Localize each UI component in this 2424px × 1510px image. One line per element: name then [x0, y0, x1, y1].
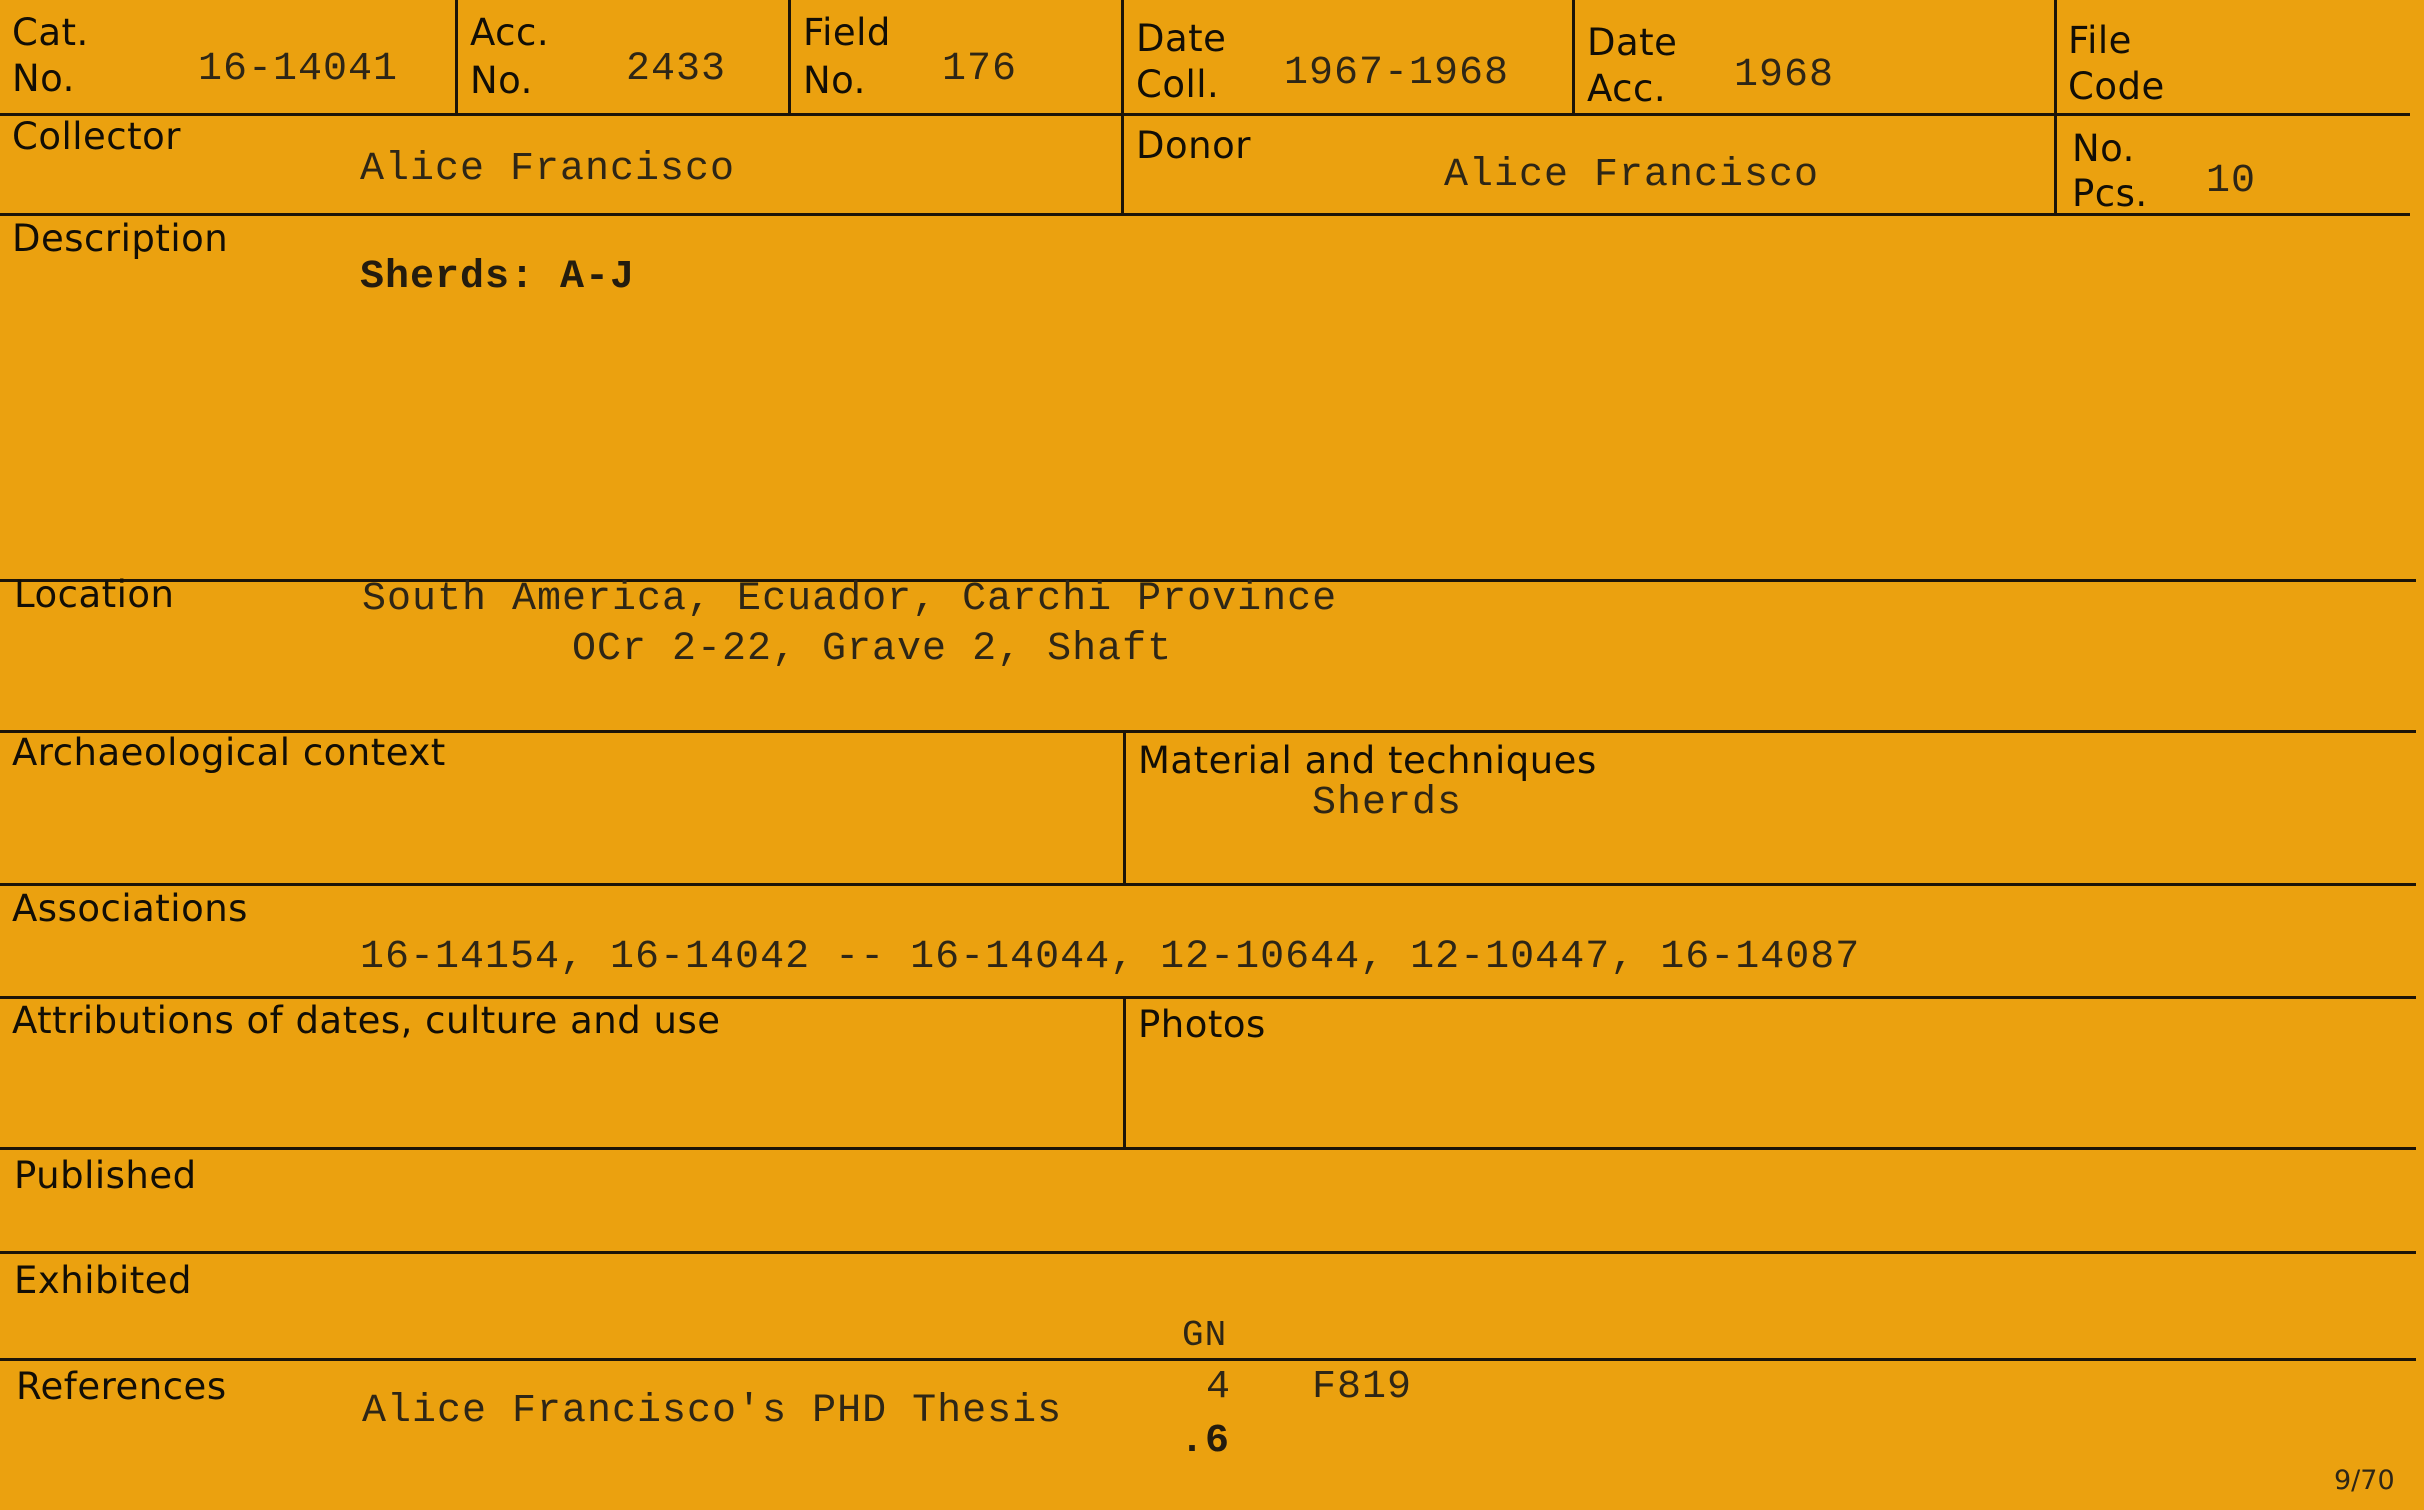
references-code: F819	[1312, 1365, 1413, 1410]
field-no-label-top: Field	[803, 11, 891, 54]
location-label: Location	[14, 573, 175, 616]
acc-no-value: 2433	[626, 47, 727, 92]
rule-field-datecoll	[1121, 0, 1124, 213]
cat-no-value: 16-14041	[198, 47, 399, 92]
gn-note: GN	[1182, 1315, 1228, 1356]
associations-value: 16-14154, 16-14042 -- 16-14044, 12-10644, 12-10447, 16-14087	[360, 935, 1861, 980]
rule-cat-acc	[455, 0, 458, 113]
collector-value: Alice Francisco	[360, 147, 736, 192]
exhibited-label: Exhibited	[14, 1259, 193, 1302]
references-label: References	[16, 1365, 227, 1408]
location-line-1: South America, Ecuador, Carchi Province	[362, 577, 1338, 622]
description-label: Description	[12, 217, 229, 260]
field-no-label-bottom: No.	[803, 59, 866, 102]
rule-published-bottom	[0, 1251, 2416, 1254]
rule-collector-bottom	[0, 213, 2410, 216]
rule-acc-field	[788, 0, 791, 113]
no-pcs-label-bottom: Pcs.	[2072, 172, 2148, 215]
photos-label: Photos	[1138, 1003, 1266, 1046]
date-coll-label-bottom: Coll.	[1136, 63, 1220, 106]
archaeological-context-label: Archaeological context	[12, 731, 446, 774]
rule-datecoll-dateacc	[1572, 0, 1575, 113]
acc-no-label-bottom: No.	[470, 59, 533, 102]
attributions-label: Attributions of dates, culture and use	[12, 999, 721, 1042]
file-code-label-top: File	[2068, 19, 2132, 62]
references-value: Alice Francisco's PHD Thesis	[362, 1389, 1063, 1434]
cat-no-label-top: Cat.	[12, 11, 89, 54]
no-pcs-label-top: No.	[2072, 127, 2135, 170]
references-shelf-1: 4	[1206, 1365, 1232, 1410]
date-acc-label-bottom: Acc.	[1587, 67, 1667, 110]
no-pcs-value: 10	[2206, 159, 2257, 204]
acc-no-label-top: Acc.	[470, 11, 550, 54]
rule-dateacc-filecode	[2054, 0, 2057, 213]
rule-attributions-photos	[1123, 996, 1126, 1147]
cat-no-label-bottom: No.	[12, 57, 75, 100]
associations-label: Associations	[12, 887, 248, 930]
form-version: 9/70	[2334, 1465, 2395, 1496]
donor-label: Donor	[1136, 124, 1251, 167]
material-value: Sherds	[1312, 781, 1463, 826]
rule-attributions-bottom	[0, 1147, 2416, 1150]
date-acc-label-top: Date	[1587, 21, 1678, 64]
material-label: Material and techniques	[1138, 739, 1597, 782]
file-code-label-bottom: Code	[2068, 65, 2165, 108]
donor-value: Alice Francisco	[1444, 153, 1820, 198]
rule-context-bottom	[0, 883, 2416, 886]
location-line-2: OCr 2-22, Grave 2, Shaft	[572, 627, 1173, 672]
references-shelf-2: .6	[1180, 1419, 1231, 1464]
collector-label: Collector	[12, 115, 181, 158]
date-coll-label-top: Date	[1136, 17, 1227, 60]
date-coll-value: 1967-1968	[1284, 51, 1510, 96]
published-label: Published	[14, 1154, 197, 1197]
description-value: Sherds: A-J	[360, 255, 636, 300]
rule-header-bottom	[0, 113, 2410, 116]
date-acc-value: 1968	[1734, 53, 1835, 98]
rule-context-material	[1123, 730, 1126, 883]
field-no-value: 176	[942, 47, 1018, 92]
